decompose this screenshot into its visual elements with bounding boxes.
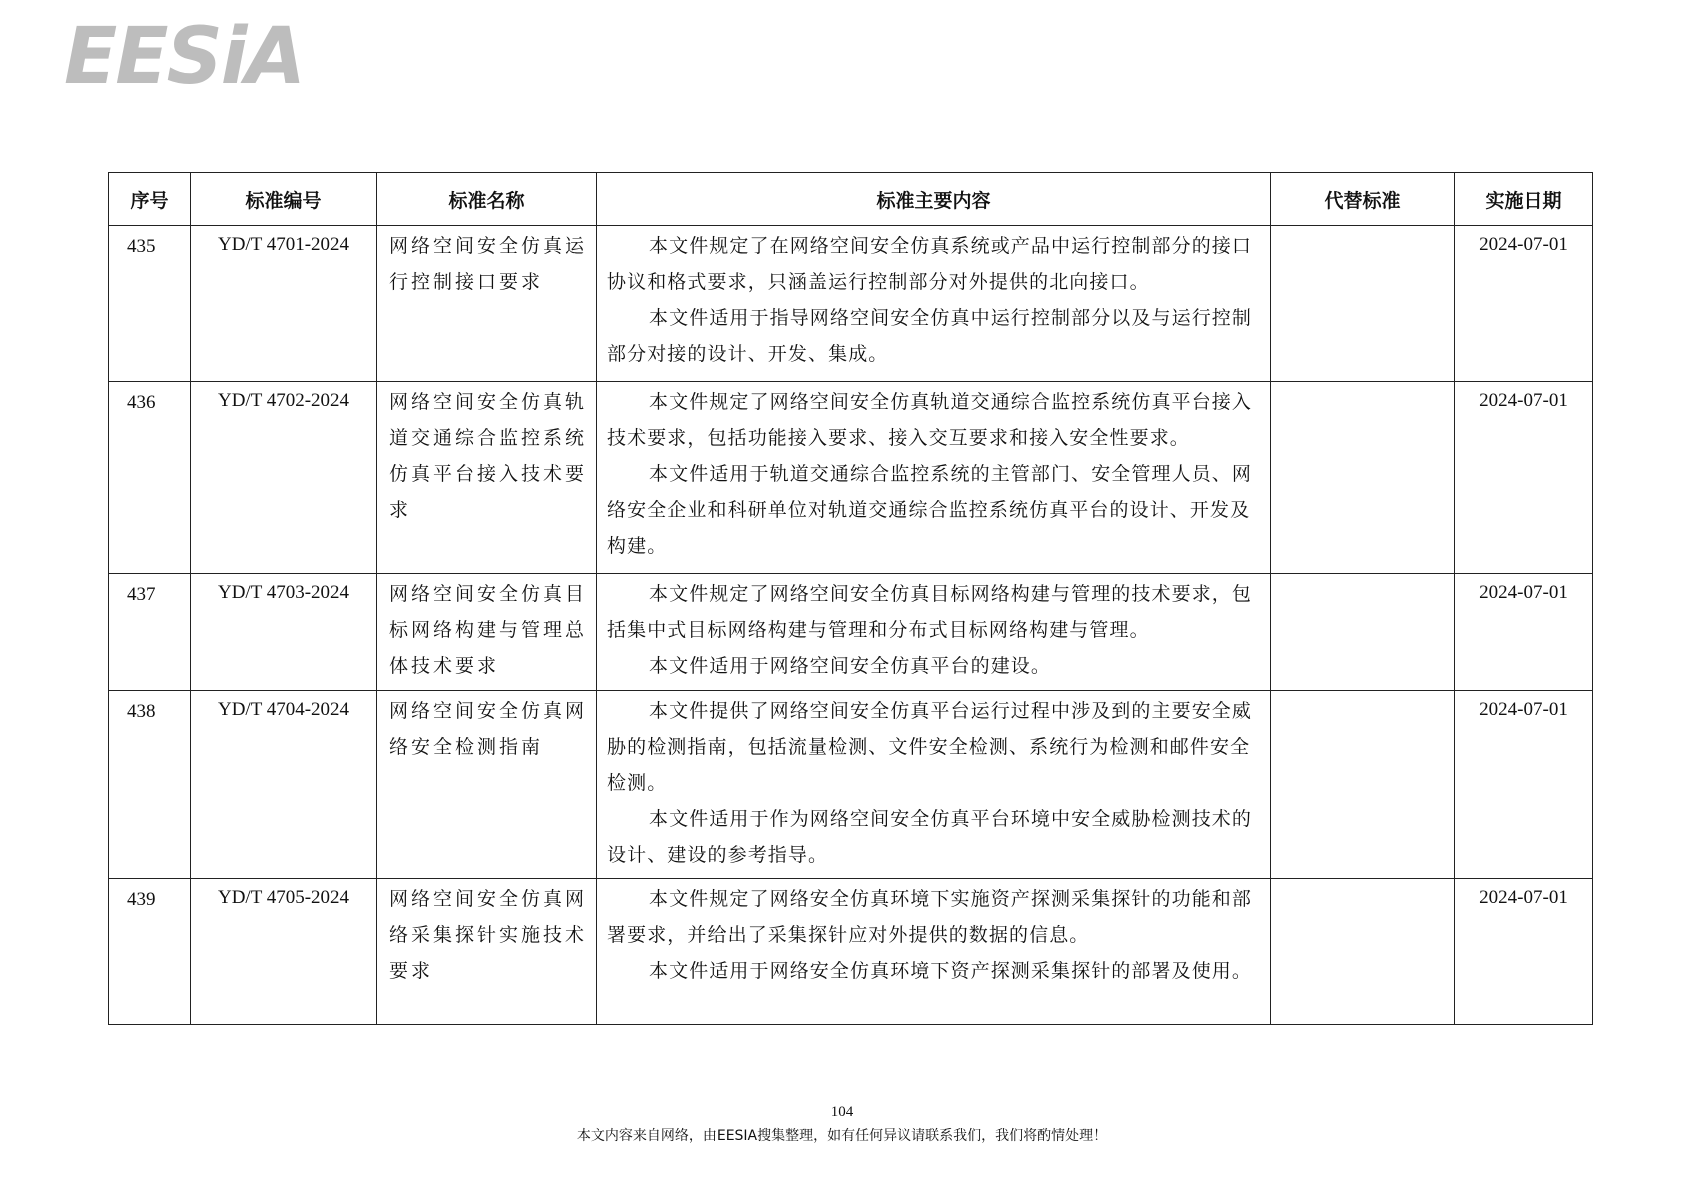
content-paragraph: 本文件提供了网络空间安全仿真平台运行过程中涉及到的主要安全威胁的检测指南，包括流量检测、文件安全检测、系统行为检测和邮件安全检测。 [607, 700, 1253, 794]
row-content [597, 226, 1271, 382]
row-date: 2024-07-01 [1455, 879, 1593, 1025]
row-replaces [1271, 226, 1455, 382]
row-content [597, 691, 1271, 879]
row-replaces [1271, 382, 1455, 574]
header-code: 标准编号 [191, 173, 377, 226]
content-paragraph: 本文件规定了网络空间安全仿真目标网络构建与管理的技术要求，包括集中式目标网络构建与管理和分布式目标网络构建与管理。 [607, 583, 1253, 641]
row-name: 网络空间安全仿真目标网络构建与管理总体技术要求 [377, 574, 597, 691]
table-row [109, 226, 1593, 382]
row-code: YD/T 4703-2024 [191, 574, 377, 691]
row-content [597, 382, 1271, 574]
row-name: 网络空间安全仿真运行控制接口要求 [377, 226, 597, 382]
row-replaces [1271, 574, 1455, 691]
table-header-row [109, 173, 1593, 226]
row-seq: 435 [109, 226, 191, 382]
row-code: YD/T 4704-2024 [191, 691, 377, 879]
row-replaces [1271, 879, 1455, 1025]
table-row [109, 574, 1593, 691]
content-paragraph: 本文件适用于网络安全仿真环境下资产探测采集探针的部署及使用。 [649, 960, 1253, 982]
header-replaces: 代替标准 [1271, 173, 1455, 226]
row-name: 网络空间安全仿真轨道交通综合监控系统仿真平台接入技术要求 [377, 382, 597, 574]
table-row [109, 382, 1593, 574]
content-paragraph: 本文件适用于指导网络空间安全仿真中运行控制部分以及与运行控制部分对接的设计、开发、集成。 [607, 307, 1253, 365]
row-code: YD/T 4705-2024 [191, 879, 377, 1025]
content-paragraph: 本文件规定了在网络空间安全仿真系统或产品中运行控制部分的接口协议和格式要求，只涵盖运行控制部分对外提供的北向接口。 [607, 235, 1253, 293]
header-content: 标准主要内容 [597, 173, 1271, 226]
header-name: 标准名称 [377, 173, 597, 226]
table-row [109, 879, 1593, 1025]
table-row [109, 691, 1593, 879]
standards-table [108, 172, 1593, 1025]
content-paragraph: 本文件适用于网络空间安全仿真平台的建设。 [649, 655, 1052, 677]
row-code: YD/T 4702-2024 [191, 382, 377, 574]
header-date: 实施日期 [1455, 173, 1593, 226]
row-name: 网络空间安全仿真网络采集探针实施技术要求 [377, 879, 597, 1025]
row-seq: 438 [109, 691, 191, 879]
row-date: 2024-07-01 [1455, 691, 1593, 879]
row-name: 网络空间安全仿真网络安全检测指南 [377, 691, 597, 879]
row-seq: 439 [109, 879, 191, 1025]
row-seq: 436 [109, 382, 191, 574]
content-paragraph: 本文件适用于轨道交通综合监控系统的主管部门、安全管理人员、网络安全企业和科研单位对轨道交通综合监控系统仿真平台的设计、开发及构建。 [607, 463, 1253, 557]
content-paragraph: 本文件规定了网络安全仿真环境下实施资产探测采集探针的功能和部署要求，并给出了采集探针应对外提供的数据的信息。 [607, 888, 1253, 946]
footer-note: 本文内容来自网络，由EESIA搜集整理，如有任何异议请联系我们，我们将酌情处理！ [576, 1128, 1108, 1144]
row-replaces [1271, 691, 1455, 879]
eesia-logo: EESiA [64, 12, 304, 102]
row-code: YD/T 4701-2024 [191, 226, 377, 382]
row-content [597, 879, 1271, 1025]
row-content [597, 574, 1271, 691]
row-date: 2024-07-01 [1455, 574, 1593, 691]
page-number: 104 [830, 1104, 854, 1120]
row-date: 2024-07-01 [1455, 382, 1593, 574]
content-paragraph: 本文件适用于作为网络空间安全仿真平台环境中安全威胁检测技术的设计、建设的参考指导。 [607, 808, 1253, 866]
row-seq: 437 [109, 574, 191, 691]
content-paragraph: 本文件规定了网络空间安全仿真轨道交通综合监控系统仿真平台接入技术要求，包括功能接入要求、接入交互要求和接入安全性要求。 [607, 391, 1253, 449]
header-seq: 序号 [109, 173, 191, 226]
row-date: 2024-07-01 [1455, 226, 1593, 382]
